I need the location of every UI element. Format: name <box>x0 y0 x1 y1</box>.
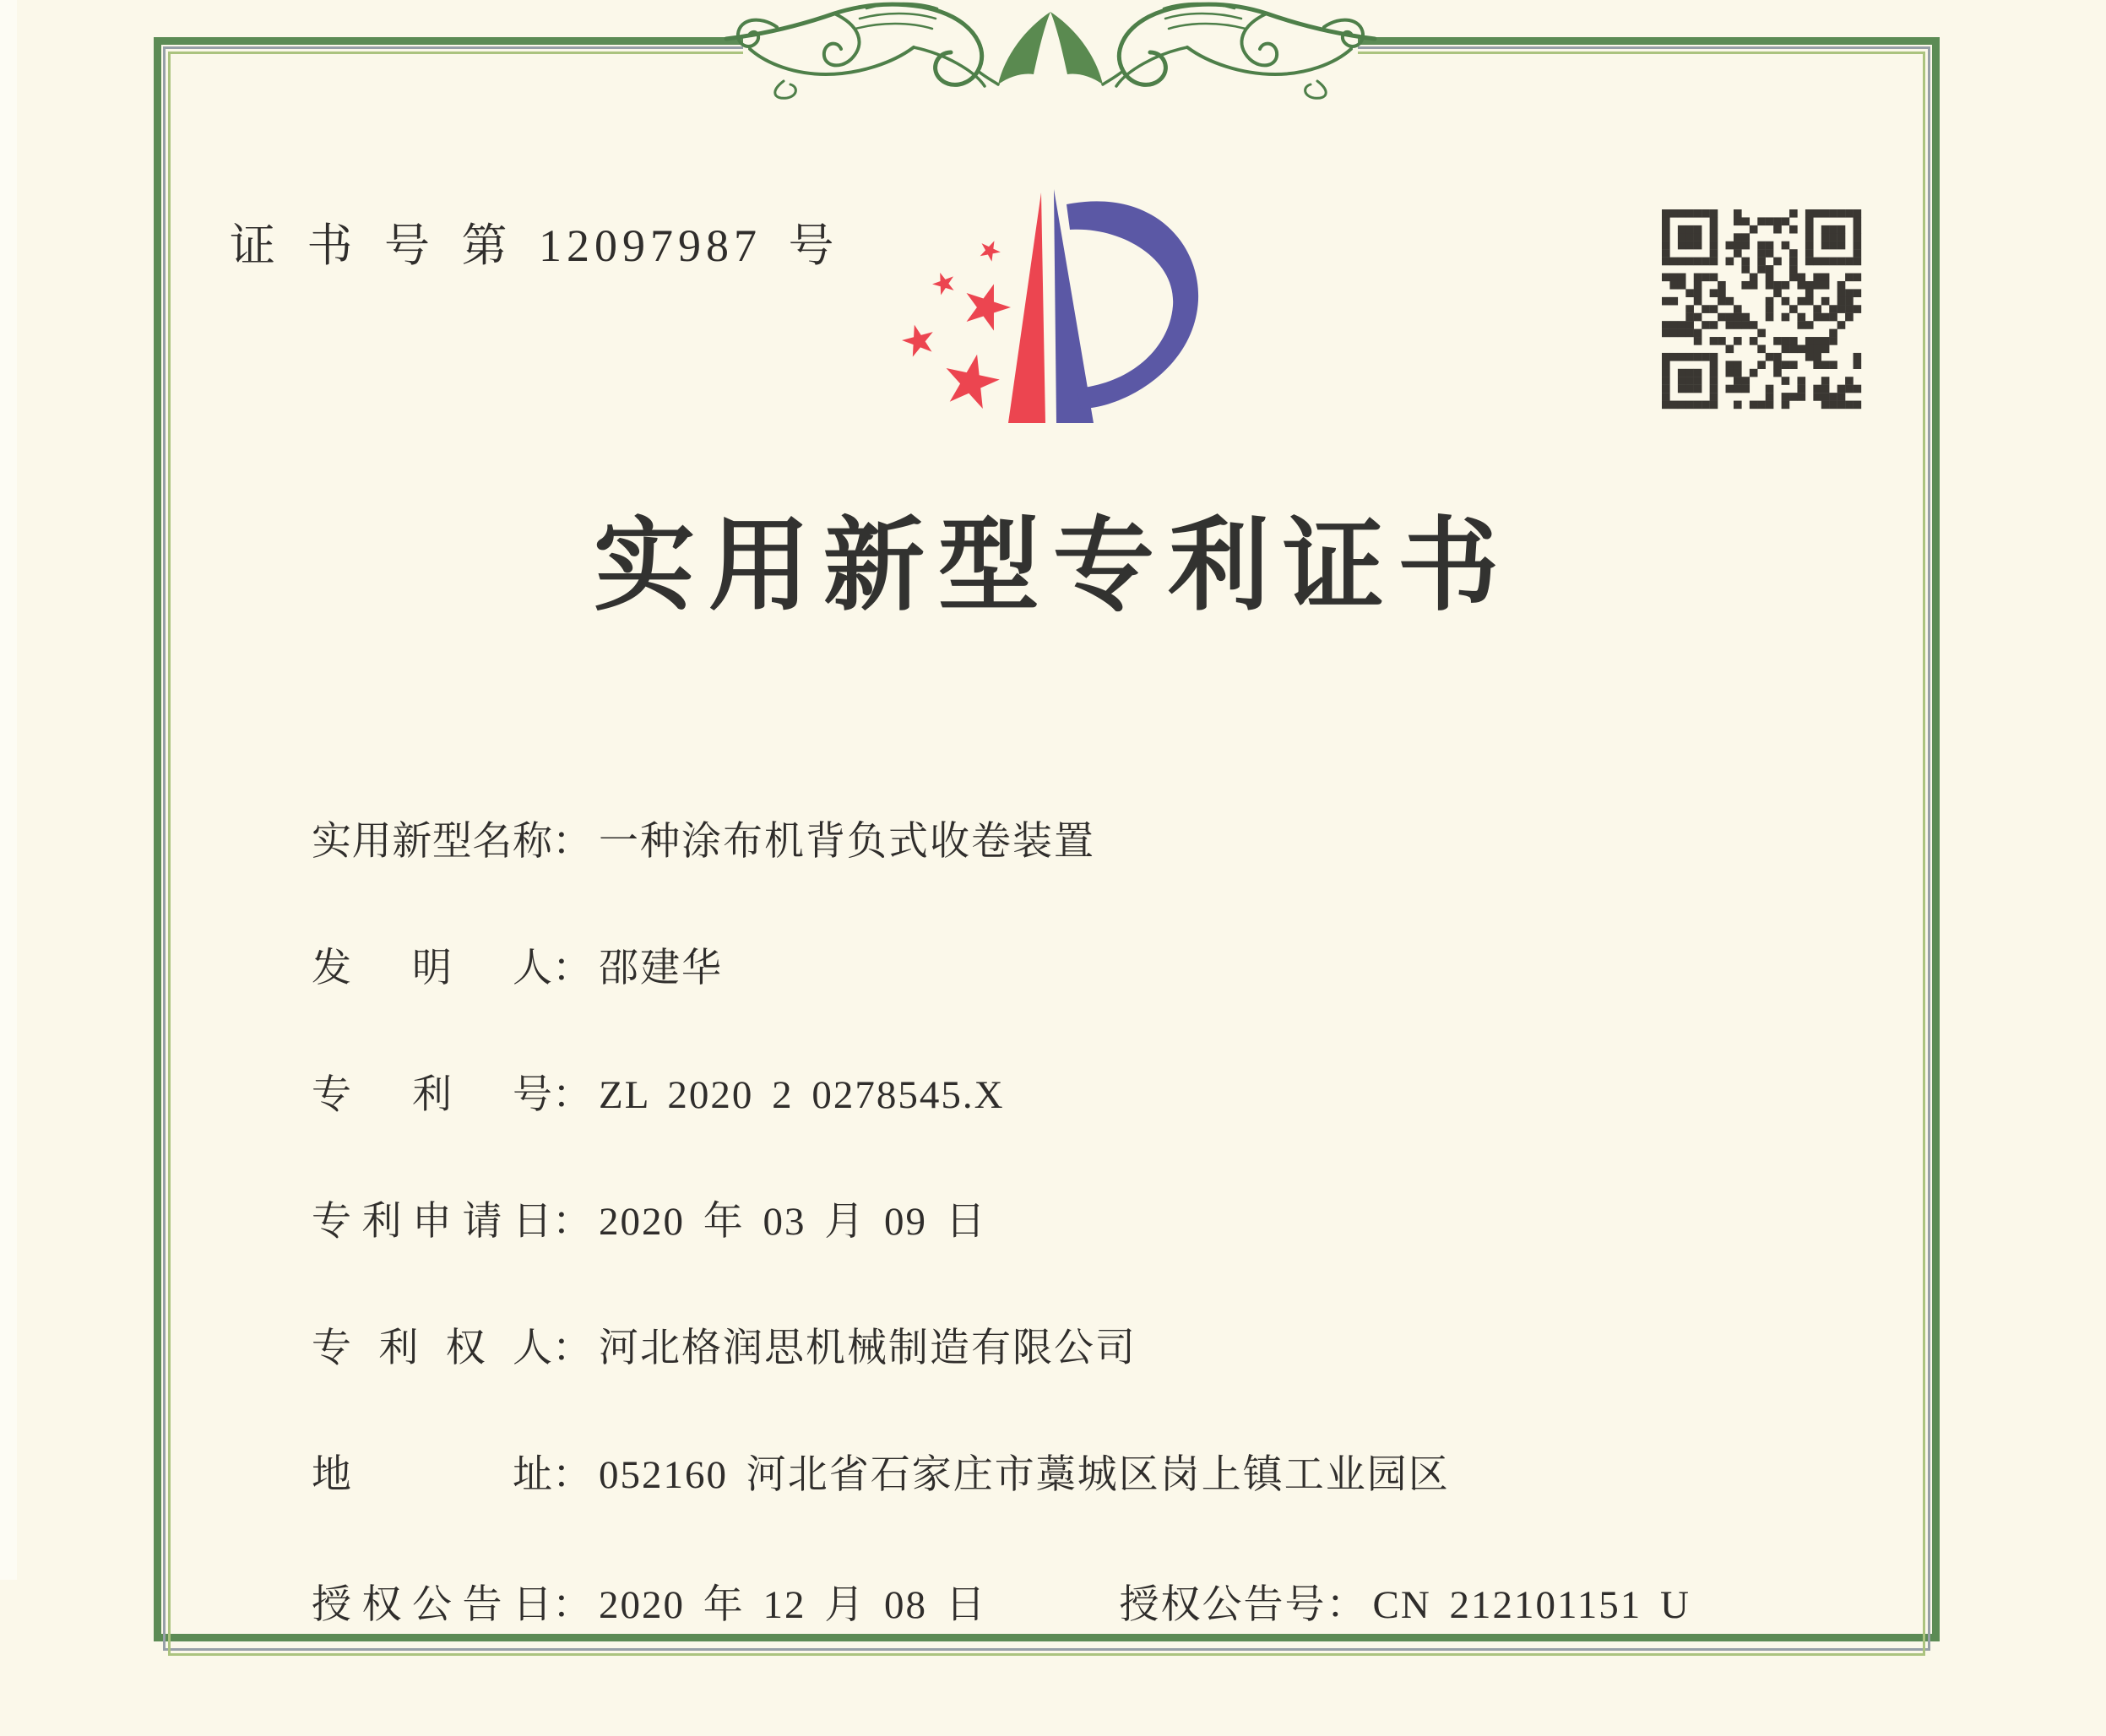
field-row-grant-date <box>272 1527 1927 1736</box>
grant-publication-number <box>1060 1527 1691 1684</box>
field-value: ZL 2020 2 0278545.X <box>599 1073 1005 1117</box>
field-label: 专利权人 <box>312 1326 552 1370</box>
qr-code <box>1662 209 1861 409</box>
field-label: 发明人 <box>312 947 552 990</box>
field-label: 授权公告日 <box>312 1583 552 1627</box>
scan-edge <box>0 0 17 1580</box>
field-label: 授权公告号 <box>1119 1583 1327 1627</box>
field-value: 2020 年 12 月 08 日 <box>599 1583 987 1627</box>
border-ornament-icon <box>725 0 1376 101</box>
cnipa-logo-icon <box>891 182 1203 427</box>
field-colon: ： <box>552 1326 592 1370</box>
field-label: 地址 <box>312 1453 552 1497</box>
field-value: 河北格润思机械制造有限公司 <box>599 1326 1137 1370</box>
certificate-number: 证 书 号 第 12097987 号 <box>230 220 839 271</box>
certificate-title: 实用新型专利证书 <box>594 510 1512 622</box>
field-label: 实用新型名称 <box>312 820 552 864</box>
field-value: CN 212101151 U <box>1372 1583 1691 1627</box>
field-label: 专利申请日 <box>312 1200 552 1244</box>
field-value: 052160 河北省石家庄市藁城区岗上镇工业园区 <box>599 1453 1450 1497</box>
field-colon: ： <box>552 1453 592 1497</box>
field-value: 一种涂布机背负式收卷装置 <box>599 820 1095 864</box>
field-colon: ： <box>1326 1583 1366 1627</box>
field-value: 2020 年 03 月 09 日 <box>599 1200 987 1244</box>
field-colon: ： <box>552 947 592 990</box>
field-colon: ： <box>552 1073 592 1117</box>
field-value: 邵建华 <box>599 947 723 990</box>
field-colon: ： <box>552 1583 592 1627</box>
field-label: 专利号 <box>312 1073 552 1117</box>
field-colon: ： <box>552 820 592 864</box>
field-colon: ： <box>552 1200 592 1244</box>
